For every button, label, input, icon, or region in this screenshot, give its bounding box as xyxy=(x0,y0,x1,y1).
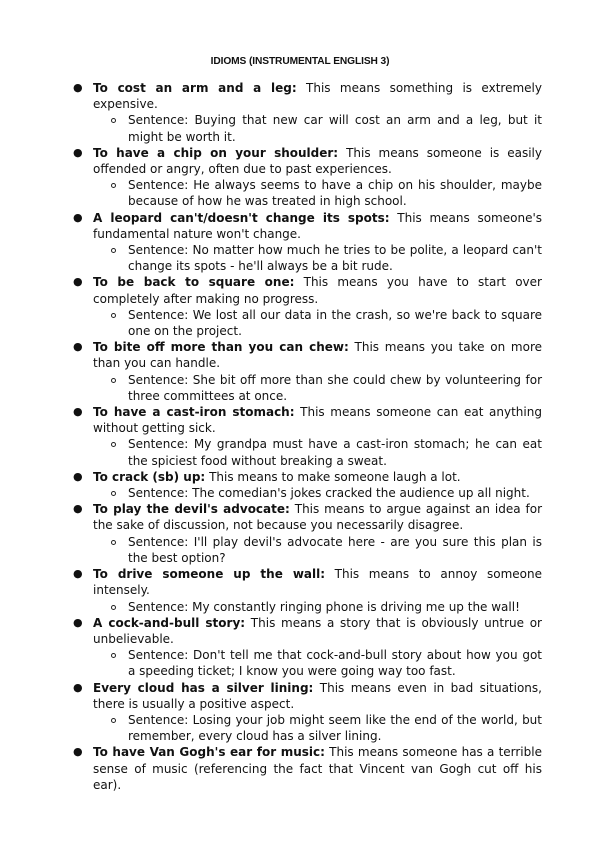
idiom-meaning: This means to annoy someone intensely. xyxy=(93,567,542,598)
idiom-list xyxy=(0,80,600,793)
idiom-meaning: This means a story that is obviously untrue or unbelievable. xyxy=(93,615,542,646)
idiom-sentence xyxy=(93,112,542,144)
idiom-meaning: This means someone can eat anything without getting sick. xyxy=(93,405,542,436)
bullet-icon: ● xyxy=(73,615,83,629)
bullet-icon: ● xyxy=(73,469,83,483)
idiom-sentence-text: Sentence: Buying that new car will cost an arm and a leg, but it might be worth it. xyxy=(128,113,542,144)
idiom-term: A leopard can't/doesn't change its spots: xyxy=(93,210,390,225)
hollow-bullet-icon xyxy=(111,540,116,545)
idiom-item xyxy=(0,210,600,275)
idiom-item xyxy=(0,80,600,145)
idiom-item xyxy=(0,680,600,745)
bullet-icon: ● xyxy=(73,340,83,354)
idiom-sentence xyxy=(93,599,542,615)
idiom-item xyxy=(0,404,600,469)
idiom-meaning: This means someone has a terrible sense of music (referencing the fact that Vincent van Gogh cut off his ear). xyxy=(93,745,542,792)
hollow-bullet-icon xyxy=(111,378,116,383)
hollow-bullet-icon xyxy=(111,313,116,318)
idiom-sentence xyxy=(93,647,542,679)
idiom-meaning: This means even in bad situations, there is usually a positive aspect. xyxy=(93,680,542,711)
hollow-bullet-icon xyxy=(111,718,116,723)
idiom-sentence xyxy=(93,307,542,339)
hollow-bullet-icon xyxy=(111,248,116,253)
idiom-sentence-text: Sentence: The comedian's jokes cracked the audience up all night. xyxy=(128,486,530,501)
hollow-bullet-icon xyxy=(111,605,116,610)
idiom-item xyxy=(0,501,600,566)
idiom-item xyxy=(0,744,600,793)
idiom-sentence xyxy=(93,436,542,468)
idiom-meaning: This means something is extremely expensive. xyxy=(93,81,542,112)
document-title: IDIOMS (INSTRUMENTAL ENGLISH 3) xyxy=(210,56,390,67)
idiom-item xyxy=(0,566,600,615)
bullet-icon: ● xyxy=(73,405,83,419)
idiom-term: To have a chip on your shoulder: xyxy=(93,145,339,160)
hollow-bullet-icon xyxy=(111,653,116,658)
idiom-term: To have Van Gogh's ear for music: xyxy=(93,745,325,760)
hollow-bullet-icon xyxy=(111,442,116,447)
idiom-meaning: This means someone's fundamental nature won't change. xyxy=(93,210,543,241)
bullet-icon: ● xyxy=(73,502,83,516)
idiom-item xyxy=(0,339,600,404)
idiom-item xyxy=(0,145,600,210)
bullet-icon: ● xyxy=(73,567,83,581)
bullet-icon: ● xyxy=(73,680,83,694)
idiom-meaning: This means to argue against an idea for the sake of discussion, not because you necessarily disagree. xyxy=(93,502,542,533)
bullet-icon: ● xyxy=(73,145,83,159)
idiom-meaning: This means you have to start over completely after making no progress. xyxy=(93,275,542,306)
idiom-item xyxy=(0,274,600,339)
idiom-sentence-text: Sentence: She bit off more than she could chew by volunteering for three committees at once. xyxy=(128,372,542,403)
hollow-bullet-icon xyxy=(111,491,116,496)
idiom-term: A cock-and-bull story: xyxy=(93,615,246,630)
idiom-sentence xyxy=(93,242,542,274)
idiom-sentence-text: Sentence: He always seems to have a chip on his shoulder, maybe because of how he was treated in high school. xyxy=(128,178,542,209)
bullet-icon: ● xyxy=(73,275,83,289)
hollow-bullet-icon xyxy=(111,183,116,188)
idiom-sentence-text: Sentence: My constantly ringing phone is driving me up the wall! xyxy=(128,599,520,614)
idiom-term: To be back to square one: xyxy=(93,275,295,290)
bullet-icon: ● xyxy=(73,210,83,224)
idiom-term: To play the devil's advocate: xyxy=(93,502,290,517)
idiom-sentence xyxy=(93,372,542,404)
idiom-sentence-text: Sentence: My grandpa must have a cast-iron stomach; he can eat the spiciest food without breaking a sweat. xyxy=(128,437,542,468)
idiom-item xyxy=(0,469,600,501)
idiom-term: To crack (sb) up: xyxy=(93,469,206,484)
idiom-term: To drive someone up the wall: xyxy=(93,567,326,582)
idiom-meaning: This means you take on more than you can handle. xyxy=(93,340,542,371)
idiom-term: To have a cast-iron stomach: xyxy=(93,405,295,420)
idiom-meaning: This means to make someone laugh a lot. xyxy=(209,469,461,484)
idiom-sentence-text: Sentence: Losing your job might seem like the end of the world, but remember, every cloud has a silver lining. xyxy=(128,712,542,744)
idiom-term: To cost an arm and a leg: xyxy=(93,81,297,95)
bullet-icon: ● xyxy=(73,81,83,94)
idiom-sentence xyxy=(93,485,542,501)
idiom-item xyxy=(0,615,600,680)
idiom-term: To bite off more than you can chew: xyxy=(93,340,349,355)
idiom-sentence-text: Sentence: We lost all our data in the crash, so we're back to square one on the project. xyxy=(128,307,542,339)
idiom-sentence xyxy=(93,534,542,566)
hollow-bullet-icon xyxy=(111,118,116,123)
idiom-sentence xyxy=(93,712,542,744)
bullet-icon: ● xyxy=(73,745,83,759)
idiom-meaning: This means someone is easily offended or angry, often due to past experiences. xyxy=(93,145,542,177)
idiom-sentence-text: Sentence: Don't tell me that cock-and-bull story about how you got a speeding ticket; I know you were going way too fast. xyxy=(128,648,542,679)
idiom-sentence-text: Sentence: No matter how much he tries to be polite, a leopard can't change its spots - he'll always be a bit rude. xyxy=(128,243,542,274)
idiom-sentence xyxy=(93,177,542,209)
idiom-term: Every cloud has a silver lining: xyxy=(93,680,314,695)
idiom-sentence-text: Sentence: I'll play devil's advocate here - are you sure this plan is the best option? xyxy=(128,534,542,565)
